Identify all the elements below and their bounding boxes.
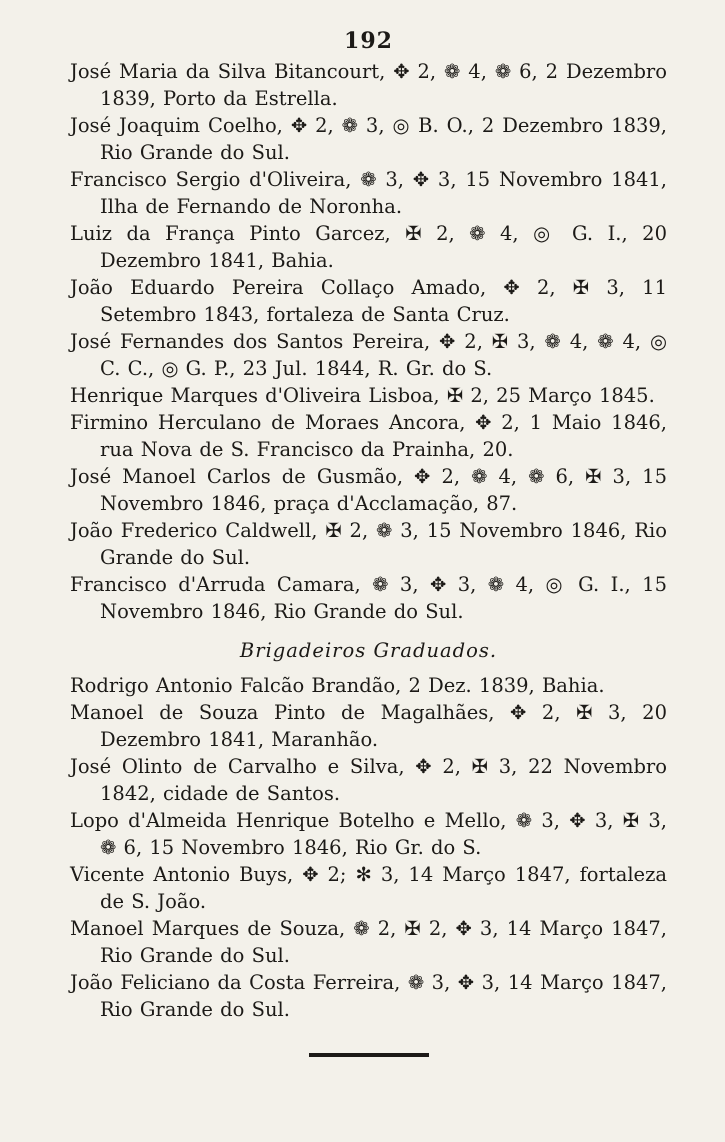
list-item: Manoel de Souza Pinto de Magalhães, ✥ 2, ✠ 3, 20 Dezembro 1841, Maranhão. [70,701,667,751]
list-item: João Eduardo Pereira Collaço Amado, ✥ 2, ✠ 3, 11 Setembro 1843, fortaleza de Santa Cruz. [70,276,667,326]
end-rule-divider [309,1053,429,1057]
entry-list-bottom [70,672,667,1023]
list-item: Francisco Sergio d'Oliveira, ❁ 3, ✥ 3, 15 Novembro 1841, Ilha de Fernando de Noronha. [70,168,667,218]
list-item: Rodrigo Antonio Falcão Brandão, 2 Dez. 1839, Bahia. [70,674,605,697]
list-item: Lopo d'Almeida Henrique Botelho e Mello, ❁ 3, ✥ 3, ✠ 3, ❁ 6, 15 Novembro 1846, Rio Gr. do S. [70,809,667,859]
entry-list-top [70,58,667,625]
list-item: José Fernandes dos Santos Pereira, ✥ 2, ✠ 3, ❁ 4, ❁ 4, ◎ C. C., ◎ G. P., 23 Jul. 1844, R. Gr. do S. [70,330,667,380]
list-item: José Manoel Carlos de Gusmão, ✥ 2, ❁ 4, ❁ 6, ✠ 3, 15 Novembro 1846, praça d'Acclamação, 87. [70,465,667,515]
list-item: Luiz da França Pinto Garcez, ✠ 2, ❁ 4, ◎ G. I., 20 Dezembro 1841, Bahia. [70,222,667,272]
list-item: José Maria da Silva Bitancourt, ✥ 2, ❁ 4, ❁ 6, 2 Dezembro 1839, Porto da Estrella. [70,60,667,110]
list-item: Henrique Marques d'Oliveira Lisboa, ✠ 2, 25 Março 1845. [70,384,655,407]
list-item: Firmino Herculano de Moraes Ancora, ✥ 2, 1 Maio 1846, rua Nova de S. Francisco da Prainha, 20. [70,411,667,461]
list-item: José Joaquim Coelho, ✥ 2, ❁ 3, ◎ B. O., 2 Dezembro 1839, Rio Grande do Sul. [70,114,667,164]
list-item: Vicente Antonio Buys, ✥ 2; ✻ 3, 14 Março 1847, fortaleza de S. João. [70,863,667,913]
section-title: Brigadeiros Graduados. [239,639,498,662]
list-item: João Frederico Caldwell, ✠ 2, ❁ 3, 15 Novembro 1846, Rio Grande do Sul. [70,519,667,569]
page-number: 192 [344,28,393,54]
list-item: Francisco d'Arruda Camara, ❁ 3, ✥ 3, ❁ 4, ◎ G. I., 15 Novembro 1846, Rio Grande do Sul. [70,573,667,623]
list-item: Manoel Marques de Souza, ❁ 2, ✠ 2, ✥ 3, 14 Março 1847, Rio Grande do Sul. [70,917,667,967]
list-item: João Feliciano da Costa Ferreira, ❁ 3, ✥ 3, 14 Março 1847, Rio Grande do Sul. [70,971,667,1021]
list-item: José Olinto de Carvalho e Silva, ✥ 2, ✠ 3, 22 Novembro 1842, cidade de Santos. [70,755,667,805]
